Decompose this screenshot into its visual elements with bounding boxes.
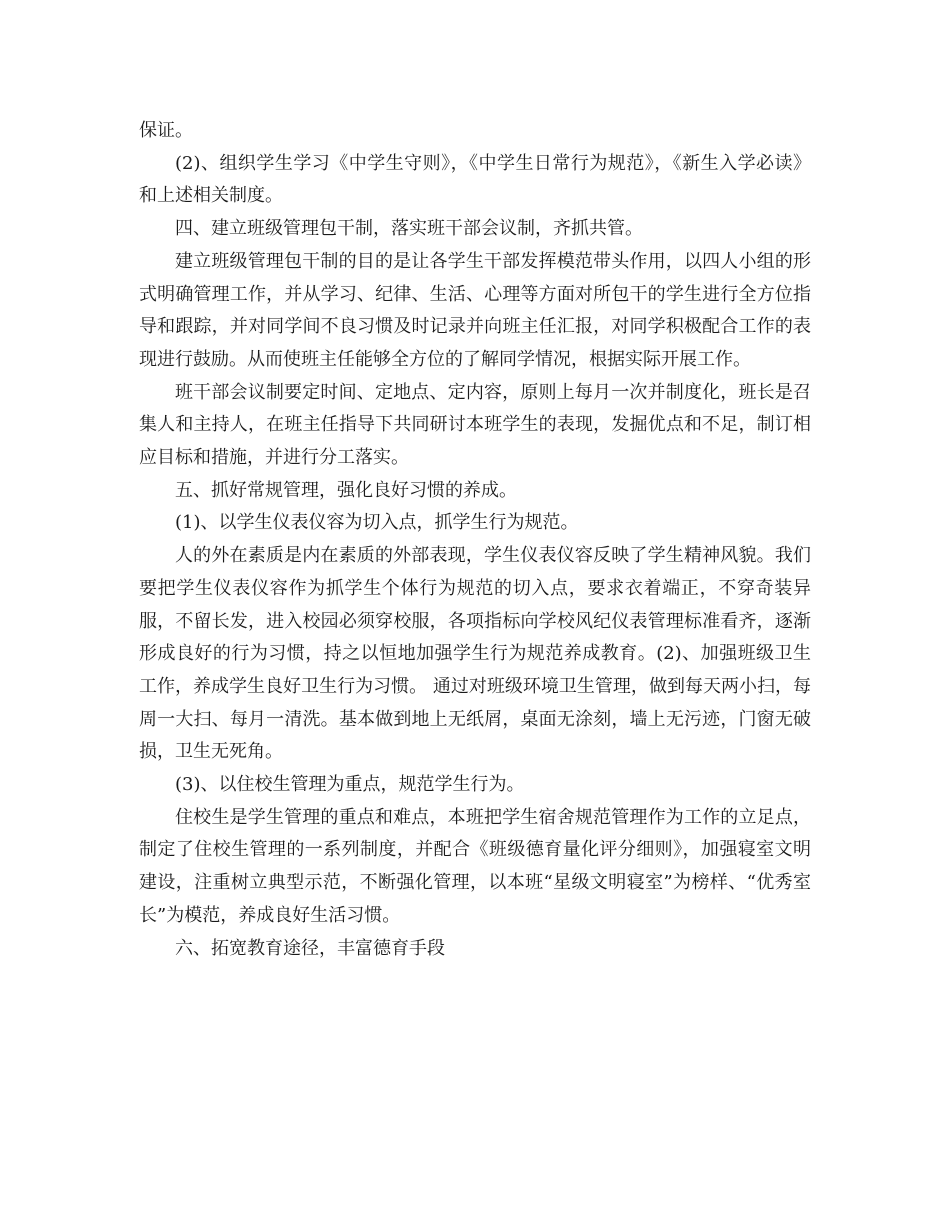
document-body	[139, 115, 811, 965]
section-heading-5: 五、抓好常规管理，强化良好习惯的养成。	[175, 479, 517, 501]
paragraph-contract-system: 建立班级管理包干制的目的是让各学生干部发挥模范带头作用，以四人小组的形式明确管理工作，并从学习、纪律、生活、心理等方面对所包干的学生进行全方位指导和跟踪，并对同学间不良习惯及时记录并向班主任汇报，对同学积极配合工作的表现进行鼓励。从而使班主任能够全方位的了解同学情况，根据实际开展工作。	[139, 250, 811, 370]
paragraph-cadre-meeting: 班干部会议制要定时间、定地点、定内容，原则上每月一次并制度化，班长是召集人和主持人，在班主任指导下共同研讨本班学生的表现，发掘优点和不足，制订相应目标和措施，并进行分工落实。	[139, 381, 811, 469]
paragraph-continuation: 保证。	[139, 120, 193, 141]
paragraph-boarding: 住校生是学生管理的重点和难点，本班把学生宿舍规范管理作为工作的立足点，制定了住校生管理的一系列制度，并配合《班级德育量化评分细则》，加强寝室文明建设，注重树立典型示范，不断强化管理，以本班“星级文明寝室”为榜样、“优秀室长”为模范，养成良好生活习惯。	[139, 806, 811, 926]
section-heading-4: 四、建立班级管理包干制，落实班干部会议制，齐抓共管。	[175, 218, 643, 240]
subheading-appearance: (1)、以学生仪表仪容为切入点，抓学生行为规范。	[175, 512, 579, 534]
paragraph-study-rules: (2)、组织学生学习《中学生守则》，《中学生日常行为规范》，《新生入学必读》和上述相关制度。	[139, 152, 811, 207]
subheading-boarding: (3)、以住校生管理为重点，规范学生行为。	[175, 774, 525, 796]
paragraph-appearance-hygiene: 人的外在素质是内在素质的外部表现，学生仪表仪容反映了学生精神风貌。我们要把学生仪表仪容作为抓学生个体行为规范的切入点，要求衣着端正，不穿奇装异服，不留长发，进入校园必须穿校服，各项指标向学校风纪仪表管理标准看齐，逐渐形成良好的行为习惯，持之以恒地加强学生行为规范养成教育。(2)、加强班级卫生工作，养成学生良好卫生行为习惯。 通过对班级环境卫生管理，做到每天两小扫，每周一大扫、每月一清洗。基本做到地上无纸屑，桌面无涂刻，墙上无污迹，门窗无破损，卫生无死角。	[139, 545, 811, 763]
section-heading-6: 六、拓宽教育途径，丰富德育手段	[175, 937, 445, 959]
